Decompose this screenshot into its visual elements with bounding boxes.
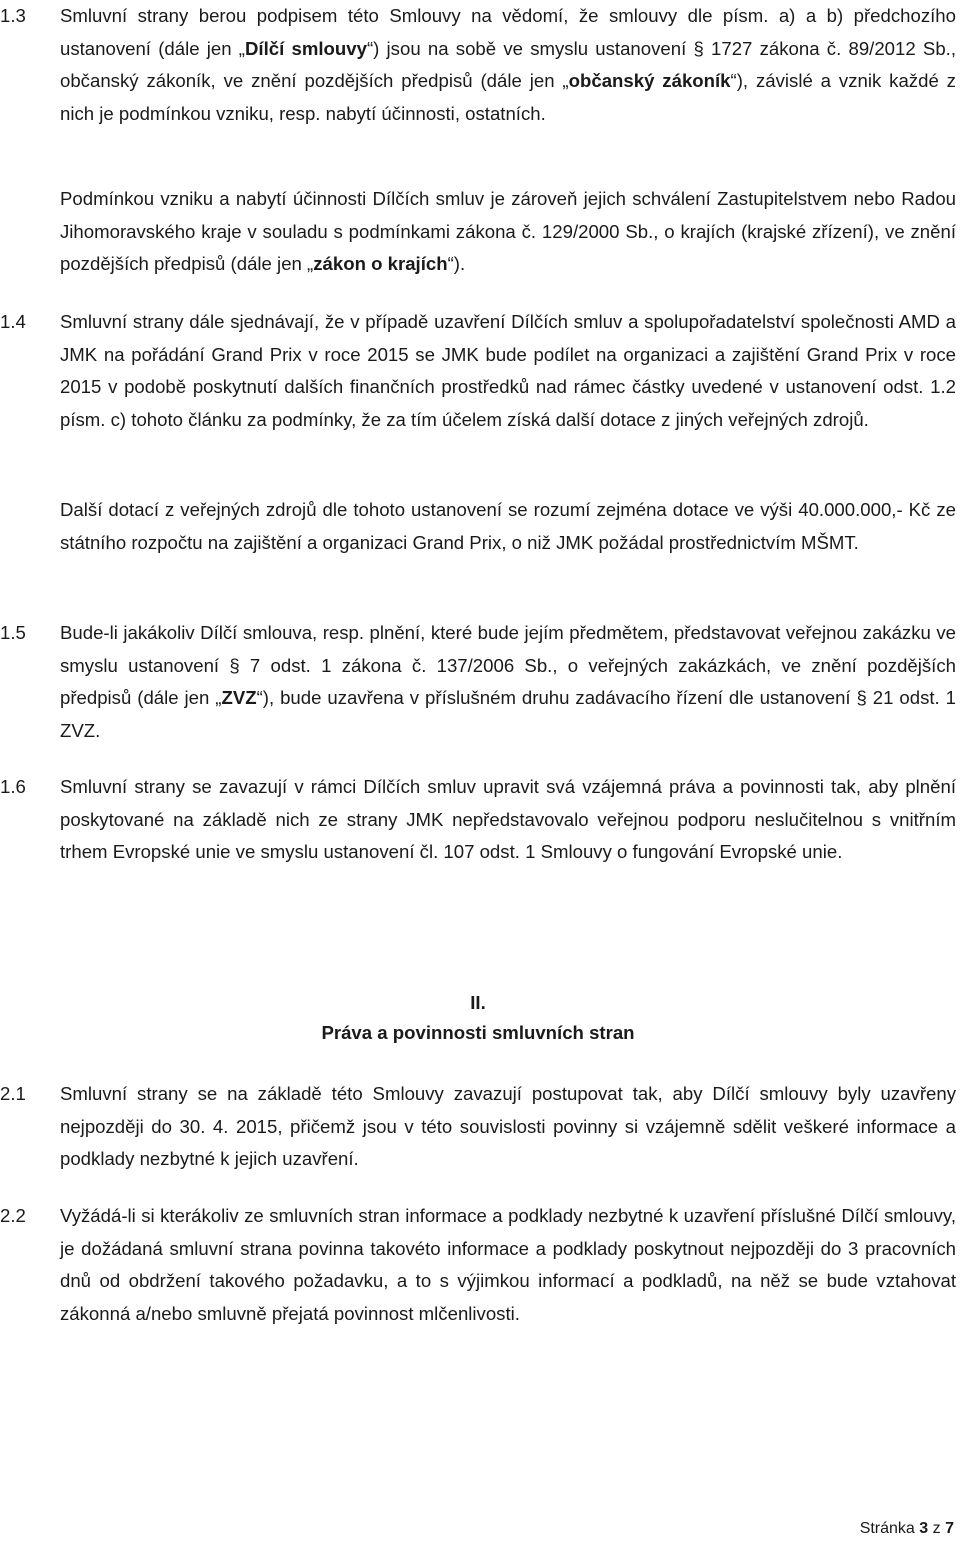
clause-1-4-subparagraph: Další dotací z veřejných zdrojů dle tohoto ustanovení se rozumí zejména dotace ve výši 40.000.000,- Kč ze státního rozpočtu na zajištění a organizaci Grand Prix, o niž JMK požádal prostřednictvím MŠMT. (60, 499, 956, 553)
clause-number: 2.1 (0, 1083, 26, 1104)
clause-number: 1.6 (0, 776, 26, 797)
clause-2-2 (0, 1200, 956, 1330)
clause-text: Smluvní strany dále sjednávají, že v případě uzavření Dílčích smluv a spolupořadatelství společnosti AMD a JMK na pořádání Grand Prix v roce 2015 se JMK bude podílet na organizaci a zajištění Grand Prix v roce 2015 v podobě poskytnutí dalších finančních prostředků nad rámec částky uvedené v ustanovení odst. 1.2 písm. c) tohoto článku za podmínky, že za tím účelem získá další dotace z jiných veřejných zdrojů. (60, 311, 956, 430)
clause-1-6 (0, 771, 956, 869)
clause-number: 2.2 (0, 1205, 26, 1226)
clause-text: Smluvní strany berou podpisem této Smlouvy na vědomí, že smlouvy dle písm. a) a b) předchozího ustanovení (dále jen „Dílčí smlouvy“) jsou na sobě ve smyslu ustanovení § 1727 zákona č. 89/2012 Sb., občanský zákoník, ve znění pozdějších předpisů (dále jen „občanský zákoník“), závislé a vznik každé z nich je podmínkou vzniku, resp. nabytí účinnosti, ostatních. (60, 5, 956, 124)
defined-term: zákon o krajích (313, 253, 448, 275)
section-title: Práva a povinnosti smluvních stran (321, 1022, 635, 1043)
clause-text: Vyžádá-li si kterákoliv ze smluvních stran informace a podklady nezbytné k uzavření příslušné Dílčí smlouvy, je dožádaná smluvní strana povinna takovéto informace a podklady poskytnout nejpozději do 3 pracovních dnů od obdržení takového požadavku, a to s výjimkou informací a podkladů, na něž se bude vztahovat zákonná a/nebo smluvně přejatá povinnost mlčenlivosti. (60, 1205, 956, 1324)
defined-term: Dílčí smlouvy (245, 37, 367, 59)
clause-number: 1.5 (0, 622, 26, 643)
defined-term: občanský zákoník (568, 70, 731, 92)
clause-number: 1.3 (0, 5, 26, 26)
current-page-number: 3 (919, 1520, 929, 1537)
defined-term: ZVZ (221, 687, 257, 709)
footer-of: z (932, 1520, 941, 1537)
footer-label: Stránka (859, 1520, 915, 1537)
clause-1-3-subparagraph: Podmínkou vzniku a nabytí účinnosti Dílčích smluv je zároveň jejich schválení Zastupitelstvem nebo Radou Jihomoravského kraje v souladu s podmínkami zákona č. 129/2000 Sb., o krajích (krajské zřízení), ve znění pozdějších předpisů (dále jen „zákon o krajích“). (60, 188, 956, 275)
page-footer (860, 1519, 954, 1539)
clause-text: Bude-li jakákoliv Dílčí smlouva, resp. plnění, které bude jejím předmětem, představovat veřejnou zakázku ve smyslu ustanovení § 7 odst. 1 zákona č. 137/2006 Sb., o veřejných zakázkách, ve znění pozdějších předpisů (dále jen „ZVZ“), bude uzavřena v příslušném druhu zadávacího řízení dle ustanovení § 21 odst. 1 ZVZ. (60, 622, 956, 741)
section-numeral: II. (470, 992, 486, 1013)
clause-1-5 (0, 617, 956, 747)
total-pages: 7 (945, 1520, 954, 1537)
clause-1-3 (0, 0, 956, 130)
clause-1-4 (0, 306, 956, 436)
clause-2-1 (0, 1078, 956, 1176)
clause-text: Smluvní strany se na základě této Smlouvy zavazují postupovat tak, aby Dílčí smlouvy byly uzavřeny nejpozději do 30. 4. 2015, přičemž jsou v této souvislosti povinny si vzájemně sdělit veškeré informace a podklady nezbytné k jejich uzavření. (60, 1083, 956, 1170)
clause-text: Smluvní strany se zavazují v rámci Dílčích smluv upravit svá vzájemná práva a povinnosti tak, aby plnění poskytované na základě nich ze strany JMK nepředstavovalo veřejnou podporu neslučitelnou s vnitřním trhem Evropské unie ve smyslu ustanovení čl. 107 odst. 1 Smlouvy o fungování Evropské unie. (60, 776, 956, 863)
clause-number: 1.4 (0, 311, 26, 332)
